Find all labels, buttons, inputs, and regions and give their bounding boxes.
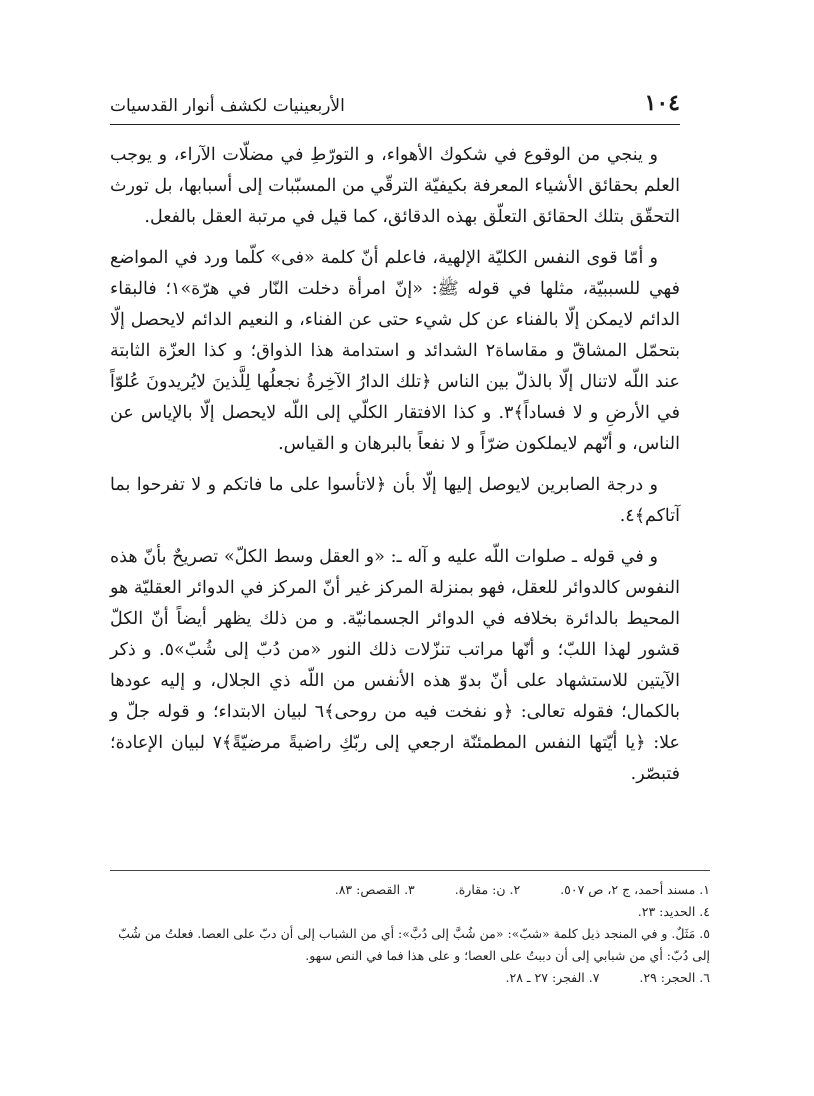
footnote-5: ٥. مَثَلٌ. و في المنجد ذيل كلمة «شبّ»: «من شُبَّ إلى دُبَّ»: أي من الشباب إلى أن دبّ على العصا. فعلتُ من شُبّ إلى دُبّ: أي من شبابي إلى أن دببتُ على العصا؛ و على هذا فما في النص سهو. — [118, 926, 710, 963]
running-title: الأربعينيات لكشف أنوار القدسيات — [110, 96, 345, 116]
footnote-row — [110, 879, 710, 901]
page-header — [110, 88, 680, 125]
footnote-4: ٤. الحديد: ٢٣. — [637, 904, 710, 919]
paragraph: و ينجي من الوقوع في شكوك الأهواء، و التورّطِ في مضلّات الآراء، و يوجب العلم بحقائق الأشياء المعرفة بكيفيّة الترقّي من المسبّبات إلى أسبابها، بل تورث التحقّق بتلك الحقائق التعلّق بهذه الدقائق، كما قيل في مرتبة العقل بالفعل. — [110, 145, 680, 227]
footnotes — [110, 870, 710, 989]
paragraph: و في قوله ـ صلوات اللّه عليه و آله ـ: «و العقل وسط الكلّ» تصريحٌ بأنّ هذه النفوس كالدوائر للعقل، فهو بمنزلة المركز غير أنّ المركز في الدوائر العقليّة هو المحيط بالدائرة بخلافه في الدوائر الجسمانيّة. و من ذلك يظهر أيضاً أنّ الكلّ قشور لهذا اللبّ؛ و أنّها مراتب تنزّلات ذلك النور «من دُبّ إلى شُبّ»٥. و ذكر الآيتين للاستشهاد على أنّ بدوّ هذه الأنفس من اللّه ذي الجلال، و إليه عودها بالكمال؛ فقوله تعالى: ﴿و نفخت فيه من روحى﴾٦ لبيان الابتداء؛ و قوله جلّ و علا: ﴿يا أيّتها النفس المطمئنّة ارجعي إلى ربّكِ راضيةً مرضيّةً﴾٧ لبيان الإعادة؛ فتبصّر. — [110, 547, 681, 784]
body-text — [110, 140, 680, 800]
footnote-7: ٧. الفجر: ٢٧ ـ ٢٨. — [505, 970, 600, 985]
page-number: ١٠٤ — [644, 90, 680, 116]
paragraph: و أمّا قوى النفس الكليّة الإلهية، فاعلم أنّ كلمة «فى» كلّما ورد في المواضع فهي للسببيّة، مثلها في قوله ﷺ: «إنّ امرأة دخلت النّار في هرّة»١؛ فالبقاء الدائم لايمكن إلّا بالفناء عن كل شيء حتى عن الفناء، و النعيم الدائم لايحصل إلّا بتحمّل المشاقّ و مقاساة٢ الشدائد و استدامة هذا الذواق؛ و كذا العزّة الثابتة عند اللّه لاتنال إلّا بالذلّ بين الناس ﴿تلك الدارُ الآخِرةُ نجعلُها لِلَّذينَ لايُريدونَ عُلوّاً في الأرضِ و لا فساداً﴾٣. و كذا الافتقار الكلّي إلى اللّه لايحصل إلّا بالإياس عن الناس، و أنّهم لايملكون ضرّاً و لا نفعاً بالبرهان و القياس. — [110, 248, 680, 454]
footnote-1: ١. مسند أحمد، ج ٢، ص ٥٠٧. — [560, 882, 710, 897]
footnote-3: ٣. القصص: ٨٣. — [334, 882, 415, 897]
paragraph: و درجة الصابرين لايوصل إليها إلّا بأن ﴿لاتأسوا على ما فاتكم و لا تفرحوا بما آتاكم﴾٤. — [110, 475, 680, 526]
footnote-6: ٦. الحجر: ٢٩. — [639, 970, 710, 985]
footnote-row — [110, 967, 710, 989]
footnote-row — [110, 901, 710, 923]
footnote-2: ٢. ن: مقارة. — [454, 882, 521, 897]
